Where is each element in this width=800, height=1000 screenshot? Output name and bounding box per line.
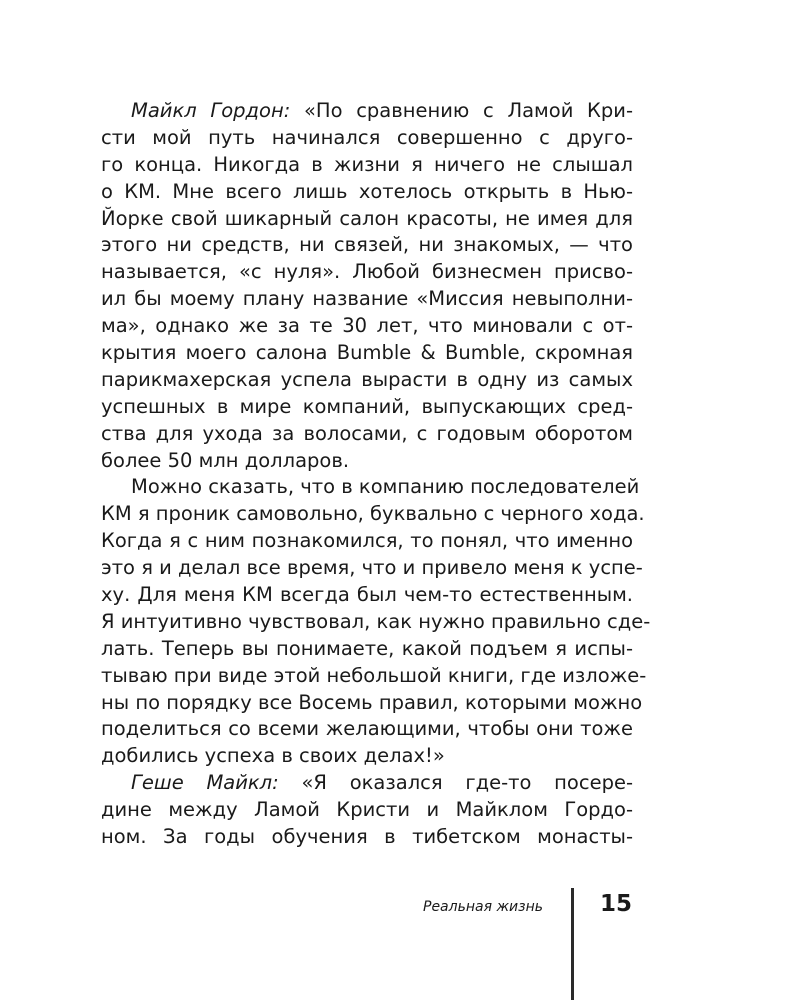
text-line: Йорке свой шикарный салон красоты, не имея для bbox=[101, 206, 633, 230]
text-line: более 50 млн долларов. bbox=[101, 448, 350, 472]
footer-divider bbox=[571, 888, 574, 1000]
body-text bbox=[101, 98, 651, 851]
running-title: Реальная жизнь bbox=[423, 899, 543, 915]
text-line: Геше Майкл: «Я оказался где-то посере- bbox=[131, 771, 633, 795]
text-line: ма», однако же за те 30 лет, что миновали с от- bbox=[101, 314, 633, 338]
text-line: го конца. Никогда в жизни я ничего не слышал bbox=[101, 152, 633, 176]
text-line: ху. Для меня КМ всегда был чем-то естественным. bbox=[101, 583, 633, 607]
text-line: этого ни средств, ни связей, ни знакомых, — что bbox=[101, 233, 633, 257]
speaker-name: Геше Майкл: bbox=[131, 771, 279, 795]
text-line: Майкл Гордон: «По сравнению с Ламой Кри- bbox=[131, 99, 633, 122]
text-line: это я и делал все время, что и привело меня к успе- bbox=[101, 556, 643, 580]
text-line: добились успеха в своих делах!» bbox=[101, 744, 445, 768]
text-line: ном. За годы обучения в тибетском монасты- bbox=[101, 825, 633, 849]
text-line: парикмахерская успела вырасти в одну из самых bbox=[101, 367, 633, 391]
text-line: называется, «с нуля». Любой бизнесмен присво- bbox=[101, 260, 633, 284]
text-line: тываю при виде этой небольшой книги, где изложе- bbox=[101, 663, 647, 687]
speaker-name: Майкл Гордон: bbox=[131, 99, 291, 122]
text-line: успешных в мире компаний, выпускающих сред- bbox=[101, 394, 633, 418]
text-line: КМ я проник самовольно, буквально с черного хода. bbox=[101, 502, 645, 526]
text-line: поделиться со всеми желающими, чтобы они тоже bbox=[101, 717, 633, 741]
text-line: Можно сказать, что в компанию последователей bbox=[131, 475, 640, 499]
text-line: сти мой путь начинался совершенно с друго- bbox=[101, 125, 633, 149]
text-line: о КМ. Мне всего лишь хотелось открыть в Нью- bbox=[101, 179, 633, 203]
text-line: дине между Ламой Кристи и Майклом Гордо- bbox=[101, 798, 633, 822]
text-line: Когда я с ним познакомился, то понял, что именно bbox=[101, 529, 633, 553]
text-line: ил бы моему плану название «Миссия невыполни- bbox=[101, 287, 633, 311]
text-line: ства для ухода за волосами, с годовым оборотом bbox=[101, 421, 633, 445]
text-line: лать. Теперь вы понимаете, какой подъем я испы- bbox=[101, 636, 633, 660]
text-line: ны по порядку все Восемь правил, которыми можно bbox=[101, 690, 643, 714]
page-number: 15 bbox=[600, 891, 633, 917]
text-line: крытия моего салона Bumble & Bumble, скромная bbox=[101, 341, 633, 365]
text-line: Я интуитивно чувствовал, как нужно правильно сде- bbox=[101, 609, 651, 633]
